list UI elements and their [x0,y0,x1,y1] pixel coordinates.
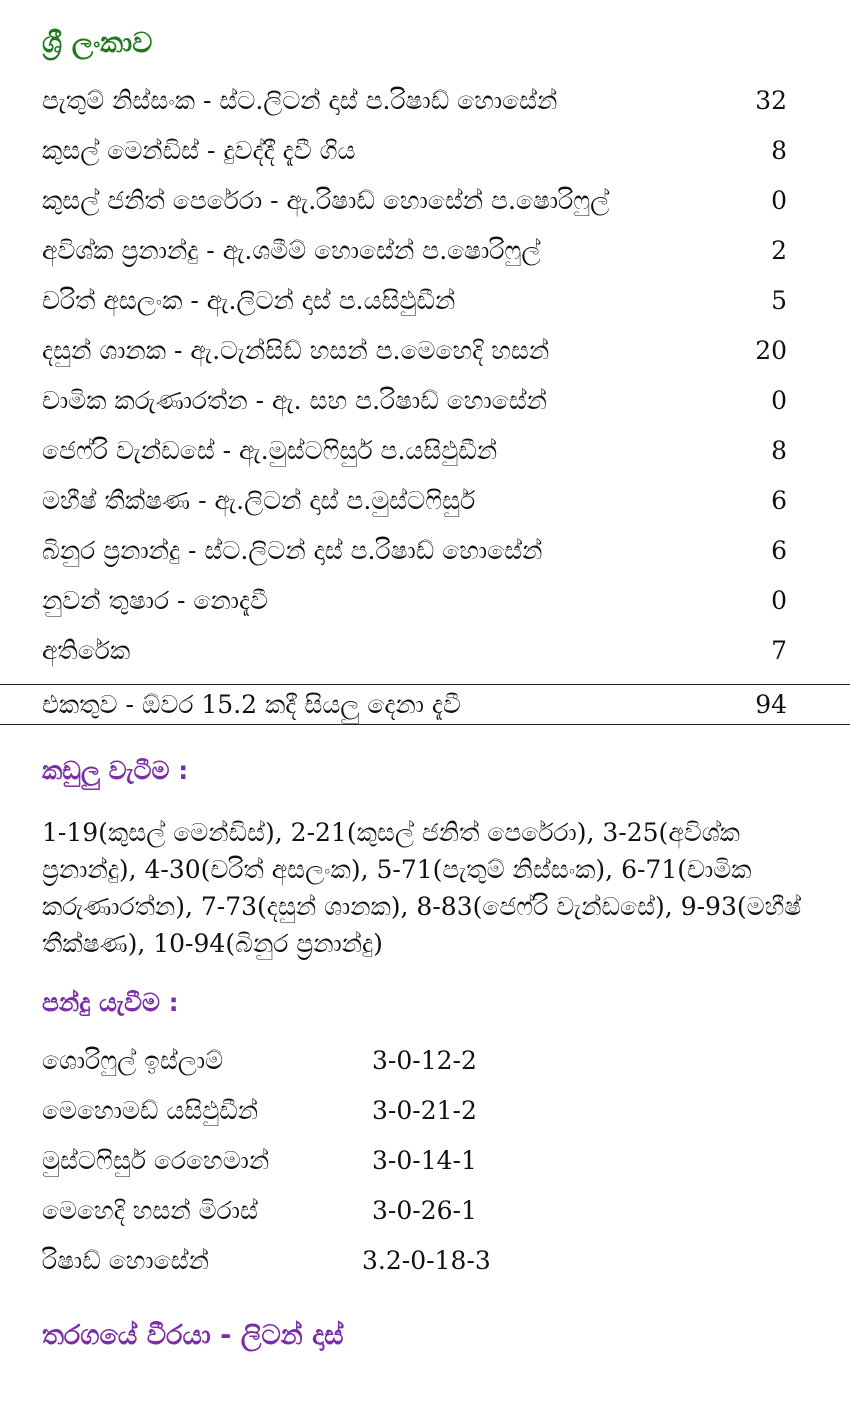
batsman-dismissal: නුවන් තුෂාර - නොදැවී [42,586,269,615]
batsman-runs: 20 [755,336,787,365]
batsman-dismissal: මහීෂ් තීක්ෂණ - ඇ.ලිටන් දාස් ප.මුස්ටෆිසුර් [42,486,476,515]
batsman-runs: 8 [771,136,787,165]
batsman-dismissal: චරිත් අසලංක - ඇ.ලිටන් දාස් ප.යසිඵුඩීන් [42,286,456,315]
batsman-runs: 0 [771,586,787,615]
batsman-runs: 8 [771,436,787,465]
batsman-dismissal: දසුන් ශානක - ඇ.ටැන්සිඩ් හසන් ප.මෙහෙදි හසන් [42,336,550,365]
bowler-figures: 3-0-12-2 [372,1046,477,1075]
batting-row [42,76,787,126]
batsman-runs: 0 [771,186,787,215]
extras-runs: 7 [771,636,787,665]
batting-row [42,426,787,476]
batsman-dismissal: ජෙෆ්රි වැන්ඩසේ - ඇ.මුස්ටෆිසුර් ප.යසිඵුඩීන් [42,436,498,465]
batting-row [42,376,787,426]
bowling-row [42,1136,542,1186]
bowler-name: මෙහොමඩ් යසිඵුඩීන් [42,1096,259,1125]
total-runs: 94 [755,690,787,719]
batsman-dismissal: කුසල් මෙන්ඩිස් - දුවද්දී දැවී ගිය [42,136,356,165]
batsman-dismissal: අවිශ්ක ප්‍රනාන්දු - ඇ.ශමීම් හොසේන් ප.ෂොරිෆුල් [42,236,541,265]
fall-of-wickets-text: 1-19(කුසල් මෙන්ඩිස්), 2-21(කුසල් ජනිත් පෙරේරා), 3-25(අවිශ්ක ප්‍රනාන්දු), 4-30(චරිත් අසලංක), 5-71(පැතුම් නිස්සංක), 6-71(චාමික කරුණාරත්න), 7-73(දසුන් ශානක), 8-83(ජෙෆ්රි වැන්ඩසේ), 9-93(මහීෂ් තීක්ෂණ), 10-94(බිනුර ප්‍රනාන්දු) [42,818,802,958]
man-of-the-match: තරගයේ වීරයා - ලිටන් දාස් [42,1320,344,1351]
batsman-dismissal: පැතුම් නිස්සංක - ස්ට.ලිටන් දාස් ප.රිෂාඩ් හොසේන් [42,86,558,115]
bowler-figures: 3.2-0-18-3 [362,1246,491,1275]
total-row [42,684,787,726]
extras-row [42,626,787,676]
bowling-row [42,1086,542,1136]
batting-row [42,476,787,526]
batsman-dismissal: කුසල් ජනිත් පෙරේරා - ඇ.රිෂාඩ් හොසේන් ප.ෂොරිෆුල් [42,186,610,215]
bowling-row [42,1236,542,1286]
bowler-figures: 3-0-21-2 [372,1096,477,1125]
total-label: එකතුව - ඕවර 15.2 කදී සියලු දෙනා දැවී [42,690,461,719]
bowler-name: රිෂාඩ් හොසේන් [42,1246,209,1275]
team-title: ශ්‍රී ලංකාව [42,26,153,59]
batting-row [42,126,787,176]
total-divider-bottom [0,724,850,725]
batsman-runs: 5 [771,286,787,315]
bowling-title: පන්දු යැවීම : [42,988,179,1017]
fall-of-wickets-title: කඩුලු වැටීම : [42,756,189,785]
bowling-row [42,1186,542,1236]
batting-row [42,276,787,326]
bowler-name: ශොරිෆුල් ඉස්ලාම් [42,1046,224,1075]
batsman-runs: 6 [771,536,787,565]
bowling-row [42,1036,542,1086]
batsman-dismissal: චාමික කරුණාරත්න - ඇ. සහ ප.රිෂාඩ් හොසේන් [42,386,547,415]
batting-row [42,326,787,376]
batsman-runs: 2 [771,236,787,265]
batsman-runs: 32 [755,86,787,115]
batsman-runs: 0 [771,386,787,415]
batting-row [42,576,787,626]
batting-row [42,176,787,226]
batting-row [42,226,787,276]
batsman-dismissal: බිනුර ප්‍රනාන්දු - ස්ට.ලිටන් දාස් ප.රිෂාඩ් හොසේන් [42,536,543,565]
batsman-runs: 6 [771,486,787,515]
extras-label: අතිරේක [42,636,131,665]
bowler-figures: 3-0-26-1 [372,1196,477,1225]
bowler-name: මෙහෙදි හසන් මිරාස් [42,1196,258,1225]
batting-row [42,526,787,576]
bowler-figures: 3-0-14-1 [372,1146,477,1175]
bowler-name: මුස්ටෆිසුර් රෙහෙමාන් [42,1146,270,1175]
